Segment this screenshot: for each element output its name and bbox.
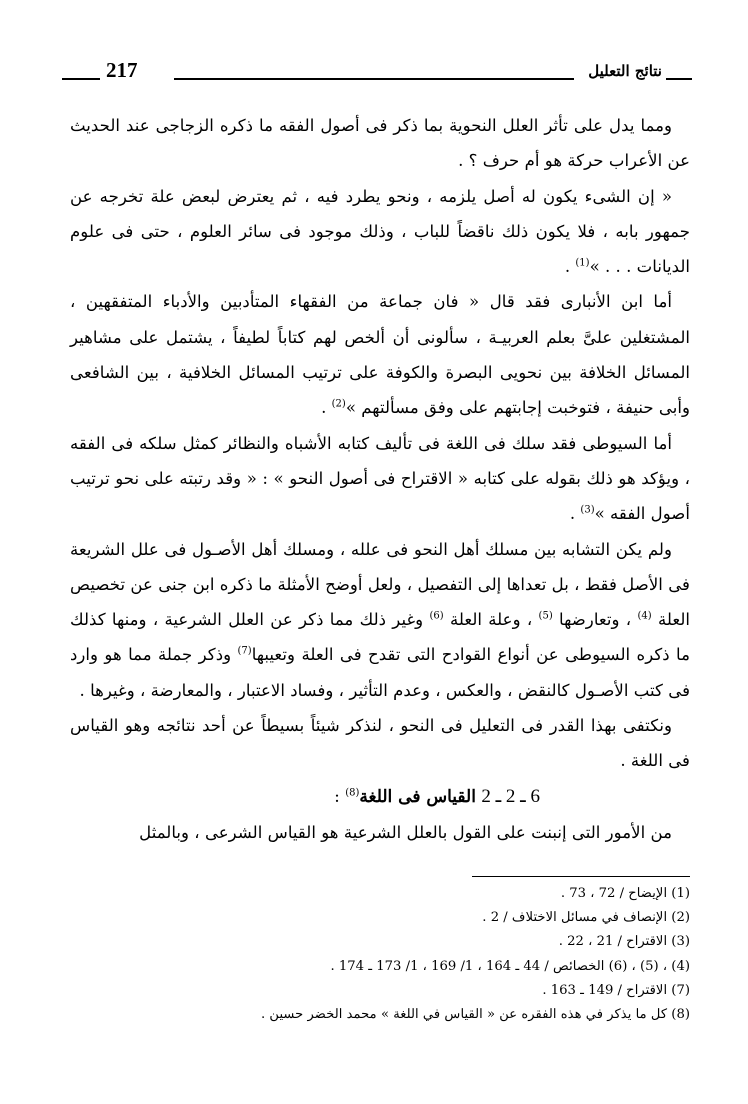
- footnote: (1) الإيضاح / 72 ، 73 .: [560, 886, 690, 901]
- footnote-ref: (8): [345, 786, 360, 798]
- footnote-ref: (3): [580, 504, 595, 516]
- paragraph: ومما يدل على تأثر العلل النحوية بما ذكر فى أصول الفقه ما ذكره الزجاجى عند الحديث عن الأعراب حركة هو أم حرف ؟ .: [70, 116, 690, 171]
- footnote-ref: (7): [237, 645, 252, 657]
- page-number: 217: [106, 58, 138, 82]
- footnote-ref: (1): [575, 257, 590, 269]
- header-rule-middle: [174, 78, 574, 80]
- footnote-ref: (5): [538, 610, 553, 622]
- paragraph: ونكتفى بهذا القدر فى التعليل فى النحو ، لنذكر شيئاً بسيطاً عن أحد نتائجه وهو القياس فى اللغة .: [70, 716, 690, 771]
- footnotes: [70, 882, 690, 1027]
- section-heading: 6 ـ 2 ـ 2 القياس فى اللغة$^{(8)}$ :: [334, 785, 540, 807]
- footnote-ref: (4): [637, 610, 652, 622]
- paragraph: ولم يكن التشابه بين مسلك أهل النحو فى علله ، ومسلك أهل الأصـول فى علل الشريعة فى الأصل فقط ، بل تعداها إلى التفصيل ، ولعل أوضح الأمثلة ما ذكره ابن جنى عن تخصيص العلة $^{(4)}$ ، وتعارضها $^{(5)}$ ، وعلة العلة $^{(6)}$ وغير ذلك مما ذكر عن العلل الشرعية ، ومنها كذلك ما ذكره السيوطى عن أنواع القوادح التى تقدح فى العلة وتعيبها$^{(7)}$ وذكر جملة مما هو وارد فى كتب الأصـول كالنقض ، والعكس ، وعدم التأثير ، وفساد الاعتبار ، والمعارضة ، وغيرها .: [70, 539, 691, 700]
- section-number: 6 ـ 2 ـ 2: [481, 785, 540, 807]
- footnote: (4) ، (5) ، (6) الخصائص / 44 ـ 164 ، 1/ 169 ، 1/ 173 ـ 174 .: [330, 958, 690, 974]
- paragraph: أما ابن الأنبارى فقد قال « فان جماعة من الفقهاء المتأدبين والأدباء المتفقهين ، المشتغلين علىَّ بعلم العربيـة ، سألونى أن ألخص لهم كتاباً لطيفاً ، يشتمل على مشاهير المسائل الخلافة بين نحويى البصرة والكوفة على ترتيب المسائل الخلافية ، بين الشافعى وأبى حنيفة ، فتوخبت إجابتهم على وفق مسألتهم »$^{(2)}$ .: [70, 292, 690, 418]
- paragraph-quote: « إن الشىء يكون له أصل يلزمه ، ونحو يطرد فيه ، ثم يعترض لبعض علة تخرجه عن جمهور بابه ، فلا يكون ذلك ناقضاً للباب ، وذلك موجود فى سائر العلوم ، حتى فى علوم الديانات . . . »$^{(1)}$ .: [70, 186, 690, 277]
- footnote: (7) الاقتراح / 149 ـ 163 .: [542, 982, 690, 998]
- paragraph: من الأمور التى إنبنت على القول بالعلل الشرعية هو القياس الشرعى ، وبالمثل: [139, 822, 672, 842]
- section-title: القياس فى اللغة: [359, 786, 476, 807]
- footnote-ref: (2): [331, 398, 346, 410]
- footnote: (8) كل ما يذكر في هذه الفقره عن « القياس في اللغة » محمد الخضر حسين .: [261, 1007, 690, 1023]
- running-header: [62, 58, 692, 88]
- footnote-ref: (6): [429, 610, 444, 622]
- body-text: [70, 108, 690, 850]
- running-title: نتائج التعليل: [588, 62, 662, 80]
- paragraph: أما السيوطى فقد سلك فى اللغة فى تأليف كتابه الأشباه والنظائر كمثل سلكه فى الفقه ، ويؤكد هو ذلك بقوله على كتابه « الاقتراح فى أصول النحو » : « وقد رتبته على نحو ترتيب أصول الفقه »$^{(3)}$ .: [70, 433, 690, 524]
- footnote: (2) الإنصاف في مسائل الاختلاف / 2 .: [482, 910, 690, 926]
- header-rule-right: [666, 78, 692, 80]
- footnote: (3) الاقتراح / 21 ، 22 .: [558, 934, 690, 950]
- header-rule-left: [62, 78, 100, 80]
- footnote-rule: [472, 876, 690, 877]
